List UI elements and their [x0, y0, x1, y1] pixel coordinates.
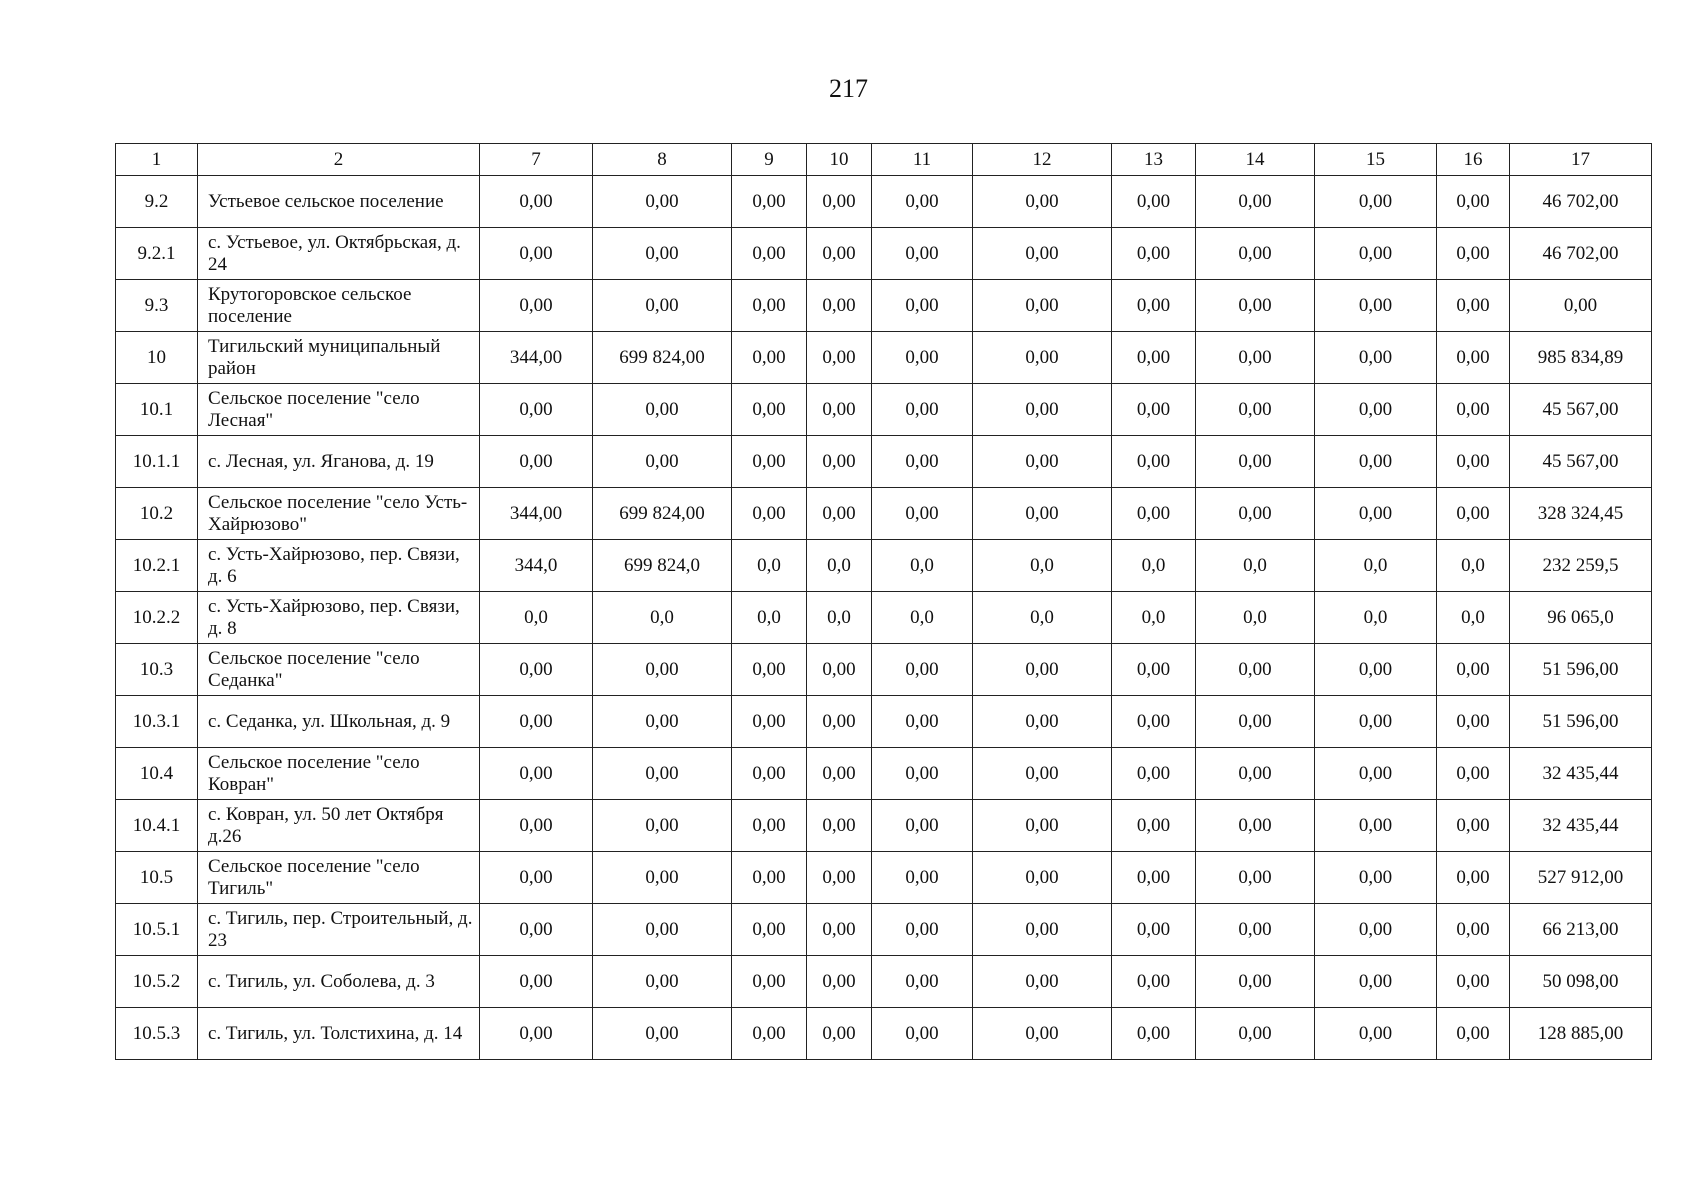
table-row — [116, 956, 1652, 1008]
value-cell: 0,00 — [480, 696, 593, 748]
value-cell: 0,00 — [1112, 488, 1196, 540]
row-number-cell: 10.2 — [116, 488, 198, 540]
table-row — [116, 904, 1652, 956]
value-cell: 0,00 — [807, 436, 872, 488]
value-cell: 0,00 — [1112, 904, 1196, 956]
row-number-cell: 10.2.1 — [116, 540, 198, 592]
value-cell: 0,00 — [872, 1008, 973, 1060]
value-cell: 0,00 — [973, 956, 1112, 1008]
value-cell: 0,00 — [1196, 852, 1315, 904]
value-cell: 0,00 — [593, 280, 732, 332]
value-cell: 0,00 — [480, 280, 593, 332]
row-name-cell: Сельское поселение "село Лесная" — [198, 384, 480, 436]
column-header-13: 13 — [1112, 144, 1196, 176]
value-cell: 0,0 — [807, 540, 872, 592]
value-cell: 0,00 — [973, 696, 1112, 748]
column-header-15: 15 — [1315, 144, 1437, 176]
row-number-cell: 9.2.1 — [116, 228, 198, 280]
row-name-cell: Тигильский муниципальный район — [198, 332, 480, 384]
value-cell: 51 596,00 — [1510, 696, 1652, 748]
value-cell: 0,00 — [807, 280, 872, 332]
table-row — [116, 852, 1652, 904]
table-row — [116, 540, 1652, 592]
column-header-11: 11 — [872, 144, 973, 176]
value-cell: 0,00 — [973, 384, 1112, 436]
table-body — [116, 176, 1652, 1060]
column-header-16: 16 — [1437, 144, 1510, 176]
row-name-cell: с. Усть-Хайрюзово, пер. Связи, д. 6 — [198, 540, 480, 592]
value-cell: 0,00 — [732, 228, 807, 280]
row-name-cell: с. Ковран, ул. 50 лет Октября д.26 — [198, 800, 480, 852]
row-name-cell: с. Тигиль, ул. Толстихина, д. 14 — [198, 1008, 480, 1060]
row-number-cell: 10.3.1 — [116, 696, 198, 748]
value-cell: 0,00 — [1112, 1008, 1196, 1060]
value-cell: 0,00 — [1437, 436, 1510, 488]
table-row — [116, 332, 1652, 384]
value-cell: 0,00 — [480, 644, 593, 696]
row-name-cell: Сельское поселение "село Седанка" — [198, 644, 480, 696]
value-cell: 0,00 — [480, 748, 593, 800]
value-cell: 0,00 — [872, 956, 973, 1008]
value-cell: 0,00 — [1196, 1008, 1315, 1060]
value-cell: 0,00 — [807, 904, 872, 956]
table-row — [116, 1008, 1652, 1060]
value-cell: 0,00 — [872, 696, 973, 748]
value-cell: 0,00 — [1315, 436, 1437, 488]
value-cell: 0,00 — [1437, 488, 1510, 540]
value-cell: 32 435,44 — [1510, 748, 1652, 800]
value-cell: 0,00 — [973, 436, 1112, 488]
value-cell: 0,0 — [973, 540, 1112, 592]
data-table — [115, 143, 1652, 1060]
table-row — [116, 280, 1652, 332]
value-cell: 0,00 — [1315, 904, 1437, 956]
value-cell: 0,00 — [1315, 800, 1437, 852]
value-cell: 0,00 — [807, 852, 872, 904]
value-cell: 0,00 — [1112, 956, 1196, 1008]
value-cell: 51 596,00 — [1510, 644, 1652, 696]
row-number-cell: 10 — [116, 332, 198, 384]
value-cell: 344,00 — [480, 488, 593, 540]
value-cell: 0,00 — [872, 228, 973, 280]
value-cell: 0,00 — [1196, 436, 1315, 488]
value-cell: 0,00 — [1112, 748, 1196, 800]
value-cell: 0,00 — [973, 748, 1112, 800]
value-cell: 0,00 — [480, 956, 593, 1008]
row-number-cell: 10.5 — [116, 852, 198, 904]
value-cell: 0,00 — [593, 696, 732, 748]
value-cell: 0,0 — [732, 540, 807, 592]
row-number-cell: 10.4 — [116, 748, 198, 800]
value-cell: 0,00 — [593, 228, 732, 280]
value-cell: 0,00 — [1437, 800, 1510, 852]
value-cell: 0,00 — [1196, 644, 1315, 696]
value-cell: 0,00 — [1510, 280, 1652, 332]
header-row — [116, 144, 1652, 176]
value-cell: 0,00 — [973, 488, 1112, 540]
value-cell: 0,00 — [593, 176, 732, 228]
value-cell: 0,00 — [807, 228, 872, 280]
table-row — [116, 436, 1652, 488]
row-number-cell: 10.5.1 — [116, 904, 198, 956]
value-cell: 0,0 — [1315, 592, 1437, 644]
value-cell: 0,00 — [807, 332, 872, 384]
table-row — [116, 644, 1652, 696]
value-cell: 0,0 — [872, 592, 973, 644]
value-cell: 0,0 — [1196, 540, 1315, 592]
row-name-cell: с. Лесная, ул. Яганова, д. 19 — [198, 436, 480, 488]
value-cell: 0,00 — [732, 644, 807, 696]
value-cell: 0,00 — [1315, 228, 1437, 280]
value-cell: 0,0 — [1315, 540, 1437, 592]
row-name-cell: Устьевое сельское поселение — [198, 176, 480, 228]
row-number-cell: 10.2.2 — [116, 592, 198, 644]
value-cell: 0,00 — [1315, 176, 1437, 228]
value-cell: 0,00 — [872, 852, 973, 904]
value-cell: 0,00 — [1437, 280, 1510, 332]
value-cell: 0,0 — [973, 592, 1112, 644]
value-cell: 0,00 — [1437, 176, 1510, 228]
value-cell: 0,00 — [807, 644, 872, 696]
row-name-cell: с. Седанка, ул. Школьная, д. 9 — [198, 696, 480, 748]
value-cell: 0,00 — [1196, 384, 1315, 436]
value-cell: 0,00 — [973, 904, 1112, 956]
value-cell: 0,00 — [807, 384, 872, 436]
value-cell: 0,00 — [872, 436, 973, 488]
value-cell: 0,00 — [480, 228, 593, 280]
value-cell: 0,00 — [1437, 956, 1510, 1008]
value-cell: 0,00 — [732, 280, 807, 332]
value-cell: 0,00 — [872, 748, 973, 800]
row-number-cell: 10.1.1 — [116, 436, 198, 488]
value-cell: 0,00 — [732, 800, 807, 852]
value-cell: 0,00 — [872, 384, 973, 436]
value-cell: 0,00 — [1112, 332, 1196, 384]
column-header-12: 12 — [973, 144, 1112, 176]
value-cell: 66 213,00 — [1510, 904, 1652, 956]
row-name-cell: Сельское поселение "село Тигиль" — [198, 852, 480, 904]
value-cell: 0,00 — [1196, 748, 1315, 800]
value-cell: 0,00 — [1112, 176, 1196, 228]
page-number: 217 — [829, 74, 868, 103]
value-cell: 0,00 — [1437, 332, 1510, 384]
value-cell: 0,00 — [1437, 1008, 1510, 1060]
value-cell: 0,00 — [807, 800, 872, 852]
value-cell: 45 567,00 — [1510, 436, 1652, 488]
value-cell: 0,00 — [480, 436, 593, 488]
value-cell: 0,00 — [872, 280, 973, 332]
value-cell: 0,00 — [593, 644, 732, 696]
value-cell: 0,00 — [1437, 696, 1510, 748]
value-cell: 0,00 — [973, 176, 1112, 228]
value-cell: 0,00 — [1112, 852, 1196, 904]
value-cell: 0,00 — [1196, 176, 1315, 228]
value-cell: 0,00 — [1437, 904, 1510, 956]
value-cell: 0,00 — [593, 852, 732, 904]
value-cell: 0,00 — [973, 1008, 1112, 1060]
table-row — [116, 696, 1652, 748]
value-cell: 0,00 — [1437, 852, 1510, 904]
table-row — [116, 800, 1652, 852]
row-number-cell: 10.4.1 — [116, 800, 198, 852]
value-cell: 0,00 — [1315, 696, 1437, 748]
value-cell: 0,00 — [1196, 488, 1315, 540]
value-cell: 0,00 — [1315, 644, 1437, 696]
value-cell: 0,0 — [872, 540, 973, 592]
value-cell: 0,00 — [1196, 956, 1315, 1008]
value-cell: 0,00 — [807, 696, 872, 748]
value-cell: 0,00 — [872, 332, 973, 384]
row-name-cell: Сельское поселение "село Усть-Хайрюзово" — [198, 488, 480, 540]
value-cell: 0,00 — [1112, 280, 1196, 332]
column-header-9: 9 — [732, 144, 807, 176]
value-cell: 0,0 — [1112, 592, 1196, 644]
value-cell: 96 065,0 — [1510, 592, 1652, 644]
row-name-cell: Сельское поселение "село Ковран" — [198, 748, 480, 800]
value-cell: 0,00 — [732, 748, 807, 800]
value-cell: 527 912,00 — [1510, 852, 1652, 904]
value-cell: 0,00 — [1196, 332, 1315, 384]
value-cell: 0,00 — [732, 384, 807, 436]
value-cell: 0,00 — [1196, 696, 1315, 748]
value-cell: 0,00 — [593, 384, 732, 436]
value-cell: 46 702,00 — [1510, 228, 1652, 280]
value-cell: 0,00 — [1315, 384, 1437, 436]
row-name-cell: с. Усть-Хайрюзово, пер. Связи, д. 8 — [198, 592, 480, 644]
row-name-cell: с. Устьевое, ул. Октябрьская, д. 24 — [198, 228, 480, 280]
value-cell: 0,00 — [593, 904, 732, 956]
column-header-1: 1 — [116, 144, 198, 176]
table-row — [116, 228, 1652, 280]
value-cell: 0,00 — [1196, 904, 1315, 956]
value-cell: 0,00 — [1437, 384, 1510, 436]
value-cell: 0,00 — [732, 332, 807, 384]
row-number-cell: 9.2 — [116, 176, 198, 228]
value-cell: 699 824,0 — [593, 540, 732, 592]
table-row — [116, 592, 1652, 644]
value-cell: 0,00 — [1196, 228, 1315, 280]
value-cell: 328 324,45 — [1510, 488, 1652, 540]
column-header-14: 14 — [1196, 144, 1315, 176]
value-cell: 344,00 — [480, 332, 593, 384]
table-row — [116, 748, 1652, 800]
value-cell: 0,00 — [1196, 280, 1315, 332]
value-cell: 0,00 — [593, 956, 732, 1008]
value-cell: 0,0 — [1437, 592, 1510, 644]
value-cell: 0,00 — [1437, 228, 1510, 280]
value-cell: 0,00 — [1196, 800, 1315, 852]
value-cell: 0,00 — [807, 956, 872, 1008]
value-cell: 0,00 — [480, 384, 593, 436]
value-cell: 0,00 — [593, 748, 732, 800]
value-cell: 0,00 — [480, 852, 593, 904]
value-cell: 0,00 — [807, 176, 872, 228]
value-cell: 50 098,00 — [1510, 956, 1652, 1008]
table-row — [116, 488, 1652, 540]
value-cell: 0,00 — [973, 644, 1112, 696]
value-cell: 0,00 — [1315, 488, 1437, 540]
value-cell: 0,00 — [732, 176, 807, 228]
value-cell: 699 824,00 — [593, 488, 732, 540]
column-header-17: 17 — [1510, 144, 1652, 176]
value-cell: 0,00 — [807, 748, 872, 800]
value-cell: 0,0 — [1196, 592, 1315, 644]
row-name-cell: с. Тигиль, ул. Соболева, д. 3 — [198, 956, 480, 1008]
value-cell: 0,00 — [1437, 644, 1510, 696]
row-name-cell: Крутогоровское сельское поселение — [198, 280, 480, 332]
value-cell: 0,00 — [732, 696, 807, 748]
value-cell: 0,00 — [872, 176, 973, 228]
value-cell: 0,0 — [732, 592, 807, 644]
value-cell: 0,0 — [593, 592, 732, 644]
row-number-cell: 10.1 — [116, 384, 198, 436]
row-number-cell: 10.5.2 — [116, 956, 198, 1008]
value-cell: 0,00 — [480, 904, 593, 956]
value-cell: 0,00 — [1315, 748, 1437, 800]
value-cell: 0,00 — [1112, 384, 1196, 436]
value-cell: 0,00 — [593, 436, 732, 488]
value-cell: 0,00 — [480, 1008, 593, 1060]
value-cell: 128 885,00 — [1510, 1008, 1652, 1060]
value-cell: 0,00 — [1437, 748, 1510, 800]
value-cell: 0,00 — [1112, 436, 1196, 488]
value-cell: 0,00 — [872, 904, 973, 956]
value-cell: 0,00 — [1112, 228, 1196, 280]
table-row — [116, 384, 1652, 436]
value-cell: 0,00 — [732, 1008, 807, 1060]
value-cell: 0,00 — [973, 852, 1112, 904]
value-cell: 344,0 — [480, 540, 593, 592]
value-cell: 0,00 — [732, 488, 807, 540]
value-cell: 0,00 — [732, 852, 807, 904]
value-cell: 0,00 — [480, 176, 593, 228]
value-cell: 0,00 — [1315, 956, 1437, 1008]
value-cell: 0,00 — [973, 228, 1112, 280]
value-cell: 0,0 — [1437, 540, 1510, 592]
column-header-10: 10 — [807, 144, 872, 176]
value-cell: 0,00 — [807, 1008, 872, 1060]
value-cell: 0,00 — [1315, 1008, 1437, 1060]
value-cell: 0,00 — [1112, 800, 1196, 852]
value-cell: 0,00 — [593, 1008, 732, 1060]
value-cell: 0,00 — [1315, 280, 1437, 332]
value-cell: 0,00 — [973, 332, 1112, 384]
value-cell: 45 567,00 — [1510, 384, 1652, 436]
value-cell: 32 435,44 — [1510, 800, 1652, 852]
table-row — [116, 176, 1652, 228]
value-cell: 0,00 — [1315, 332, 1437, 384]
column-header-7: 7 — [480, 144, 593, 176]
value-cell: 0,00 — [973, 800, 1112, 852]
value-cell: 0,00 — [872, 800, 973, 852]
row-name-cell: с. Тигиль, пер. Строительный, д. 23 — [198, 904, 480, 956]
value-cell: 0,00 — [973, 280, 1112, 332]
value-cell: 0,00 — [1112, 644, 1196, 696]
value-cell: 0,00 — [1315, 852, 1437, 904]
row-number-cell: 10.3 — [116, 644, 198, 696]
value-cell: 46 702,00 — [1510, 176, 1652, 228]
value-cell: 0,00 — [732, 436, 807, 488]
value-cell: 0,00 — [732, 956, 807, 1008]
value-cell: 0,00 — [593, 800, 732, 852]
value-cell: 0,0 — [1112, 540, 1196, 592]
value-cell: 0,00 — [872, 644, 973, 696]
value-cell: 0,00 — [807, 488, 872, 540]
value-cell: 232 259,5 — [1510, 540, 1652, 592]
column-header-2: 2 — [198, 144, 480, 176]
value-cell: 0,0 — [480, 592, 593, 644]
row-number-cell: 9.3 — [116, 280, 198, 332]
value-cell: 0,00 — [480, 800, 593, 852]
value-cell: 699 824,00 — [593, 332, 732, 384]
value-cell: 0,00 — [732, 904, 807, 956]
column-header-8: 8 — [593, 144, 732, 176]
value-cell: 985 834,89 — [1510, 332, 1652, 384]
value-cell: 0,0 — [807, 592, 872, 644]
row-number-cell: 10.5.3 — [116, 1008, 198, 1060]
value-cell: 0,00 — [872, 488, 973, 540]
value-cell: 0,00 — [1112, 696, 1196, 748]
